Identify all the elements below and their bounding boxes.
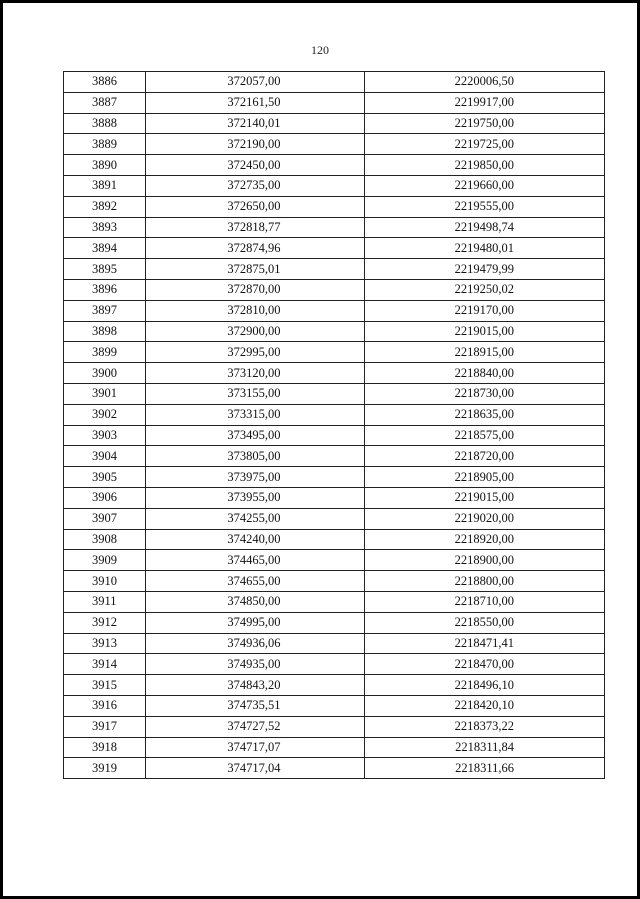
x-coordinate-cell: 374936,06 [145, 633, 365, 654]
table-row [64, 737, 605, 758]
y-coordinate-cell: 2219480,01 [365, 238, 605, 259]
document-page [3, 3, 637, 896]
x-coordinate-cell: 372057,00 [145, 72, 365, 93]
x-coordinate-cell: 372870,00 [145, 279, 365, 300]
table-row [64, 425, 605, 446]
point-number-cell: 3914 [64, 654, 146, 675]
x-coordinate-cell: 374843,20 [145, 675, 365, 696]
x-coordinate-cell: 372140,01 [145, 113, 365, 134]
table-row [64, 695, 605, 716]
x-coordinate-cell: 372810,00 [145, 300, 365, 321]
point-number-cell: 3902 [64, 404, 146, 425]
point-number-cell: 3894 [64, 238, 146, 259]
y-coordinate-cell: 2218470,00 [365, 654, 605, 675]
table-row [64, 175, 605, 196]
x-coordinate-cell: 372190,00 [145, 134, 365, 155]
y-coordinate-cell: 2219479,99 [365, 259, 605, 280]
point-number-cell: 3889 [64, 134, 146, 155]
table-row [64, 217, 605, 238]
x-coordinate-cell: 372161,50 [145, 92, 365, 113]
point-number-cell: 3899 [64, 342, 146, 363]
table-row [64, 508, 605, 529]
page-number: 120 [311, 43, 329, 57]
x-coordinate-cell: 373955,00 [145, 487, 365, 508]
table-row [64, 279, 605, 300]
y-coordinate-cell: 2218900,00 [365, 550, 605, 571]
x-coordinate-cell: 374995,00 [145, 612, 365, 633]
y-coordinate-cell: 2218550,00 [365, 612, 605, 633]
y-coordinate-cell: 2218420,10 [365, 695, 605, 716]
table-row [64, 571, 605, 592]
x-coordinate-cell: 372995,00 [145, 342, 365, 363]
x-coordinate-cell: 374240,00 [145, 529, 365, 550]
y-coordinate-cell: 2218800,00 [365, 571, 605, 592]
x-coordinate-cell: 373120,00 [145, 363, 365, 384]
table-row [64, 550, 605, 571]
table-row [64, 72, 605, 93]
x-coordinate-cell: 374727,52 [145, 716, 365, 737]
y-coordinate-cell: 2218635,00 [365, 404, 605, 425]
x-coordinate-cell: 374850,00 [145, 591, 365, 612]
point-number-cell: 3909 [64, 550, 146, 571]
point-number-cell: 3907 [64, 508, 146, 529]
point-number-cell: 3895 [64, 259, 146, 280]
point-number-cell: 3892 [64, 196, 146, 217]
x-coordinate-cell: 372650,00 [145, 196, 365, 217]
point-number-cell: 3913 [64, 633, 146, 654]
point-number-cell: 3890 [64, 155, 146, 176]
point-number-cell: 3906 [64, 487, 146, 508]
x-coordinate-cell: 373975,00 [145, 467, 365, 488]
point-number-cell: 3903 [64, 425, 146, 446]
point-number-cell: 3916 [64, 695, 146, 716]
table-row [64, 92, 605, 113]
point-number-cell: 3911 [64, 591, 146, 612]
table-row [64, 342, 605, 363]
x-coordinate-cell: 374935,00 [145, 654, 365, 675]
point-number-cell: 3887 [64, 92, 146, 113]
table-row [64, 383, 605, 404]
table-row [64, 113, 605, 134]
y-coordinate-cell: 2219850,00 [365, 155, 605, 176]
table-row [64, 612, 605, 633]
y-coordinate-cell: 2218311,84 [365, 737, 605, 758]
y-coordinate-cell: 2218373,22 [365, 716, 605, 737]
table-row [64, 716, 605, 737]
table-row [64, 238, 605, 259]
point-number-cell: 3910 [64, 571, 146, 592]
table-row [64, 259, 605, 280]
table-row [64, 675, 605, 696]
y-coordinate-cell: 2219015,00 [365, 487, 605, 508]
x-coordinate-cell: 372900,00 [145, 321, 365, 342]
point-number-cell: 3919 [64, 758, 146, 779]
point-number-cell: 3898 [64, 321, 146, 342]
table-row [64, 134, 605, 155]
table-row [64, 300, 605, 321]
x-coordinate-cell: 374717,07 [145, 737, 365, 758]
point-number-cell: 3905 [64, 467, 146, 488]
y-coordinate-cell: 2218311,66 [365, 758, 605, 779]
x-coordinate-cell: 372875,01 [145, 259, 365, 280]
table-row [64, 529, 605, 550]
x-coordinate-cell: 374655,00 [145, 571, 365, 592]
point-number-cell: 3915 [64, 675, 146, 696]
y-coordinate-cell: 2218496,10 [365, 675, 605, 696]
table-row [64, 654, 605, 675]
y-coordinate-cell: 2218915,00 [365, 342, 605, 363]
y-coordinate-cell: 2218905,00 [365, 467, 605, 488]
table-row [64, 446, 605, 467]
x-coordinate-cell: 373315,00 [145, 404, 365, 425]
x-coordinate-cell: 374465,00 [145, 550, 365, 571]
y-coordinate-cell: 2220006,50 [365, 72, 605, 93]
table-row [64, 591, 605, 612]
y-coordinate-cell: 2218730,00 [365, 383, 605, 404]
point-number-cell: 3917 [64, 716, 146, 737]
point-number-cell: 3912 [64, 612, 146, 633]
table-row [64, 467, 605, 488]
table-row [64, 487, 605, 508]
y-coordinate-cell: 2219250,02 [365, 279, 605, 300]
x-coordinate-cell: 374255,00 [145, 508, 365, 529]
y-coordinate-cell: 2219015,00 [365, 321, 605, 342]
point-number-cell: 3918 [64, 737, 146, 758]
x-coordinate-cell: 372818,77 [145, 217, 365, 238]
y-coordinate-cell: 2219750,00 [365, 113, 605, 134]
y-coordinate-cell: 2219555,00 [365, 196, 605, 217]
y-coordinate-cell: 2219725,00 [365, 134, 605, 155]
coordinates-table-body [64, 72, 605, 779]
point-number-cell: 3904 [64, 446, 146, 467]
x-coordinate-cell: 373805,00 [145, 446, 365, 467]
table-row [64, 758, 605, 779]
point-number-cell: 3888 [64, 113, 146, 134]
y-coordinate-cell: 2219020,00 [365, 508, 605, 529]
table-row [64, 633, 605, 654]
point-number-cell: 3886 [64, 72, 146, 93]
y-coordinate-cell: 2218840,00 [365, 363, 605, 384]
point-number-cell: 3893 [64, 217, 146, 238]
table-row [64, 404, 605, 425]
y-coordinate-cell: 2218710,00 [365, 591, 605, 612]
coordinates-table [63, 71, 605, 779]
point-number-cell: 3900 [64, 363, 146, 384]
y-coordinate-cell: 2219170,00 [365, 300, 605, 321]
point-number-cell: 3897 [64, 300, 146, 321]
table-row [64, 196, 605, 217]
y-coordinate-cell: 2218575,00 [365, 425, 605, 446]
x-coordinate-cell: 372450,00 [145, 155, 365, 176]
y-coordinate-cell: 2218720,00 [365, 446, 605, 467]
y-coordinate-cell: 2219498,74 [365, 217, 605, 238]
x-coordinate-cell: 372874,96 [145, 238, 365, 259]
point-number-cell: 3891 [64, 175, 146, 196]
x-coordinate-cell: 372735,00 [145, 175, 365, 196]
x-coordinate-cell: 373495,00 [145, 425, 365, 446]
x-coordinate-cell: 373155,00 [145, 383, 365, 404]
y-coordinate-cell: 2218920,00 [365, 529, 605, 550]
y-coordinate-cell: 2218471,41 [365, 633, 605, 654]
table-row [64, 363, 605, 384]
point-number-cell: 3908 [64, 529, 146, 550]
point-number-cell: 3896 [64, 279, 146, 300]
x-coordinate-cell: 374717,04 [145, 758, 365, 779]
table-row [64, 155, 605, 176]
point-number-cell: 3901 [64, 383, 146, 404]
table-row [64, 321, 605, 342]
y-coordinate-cell: 2219917,00 [365, 92, 605, 113]
x-coordinate-cell: 374735,51 [145, 695, 365, 716]
y-coordinate-cell: 2219660,00 [365, 175, 605, 196]
